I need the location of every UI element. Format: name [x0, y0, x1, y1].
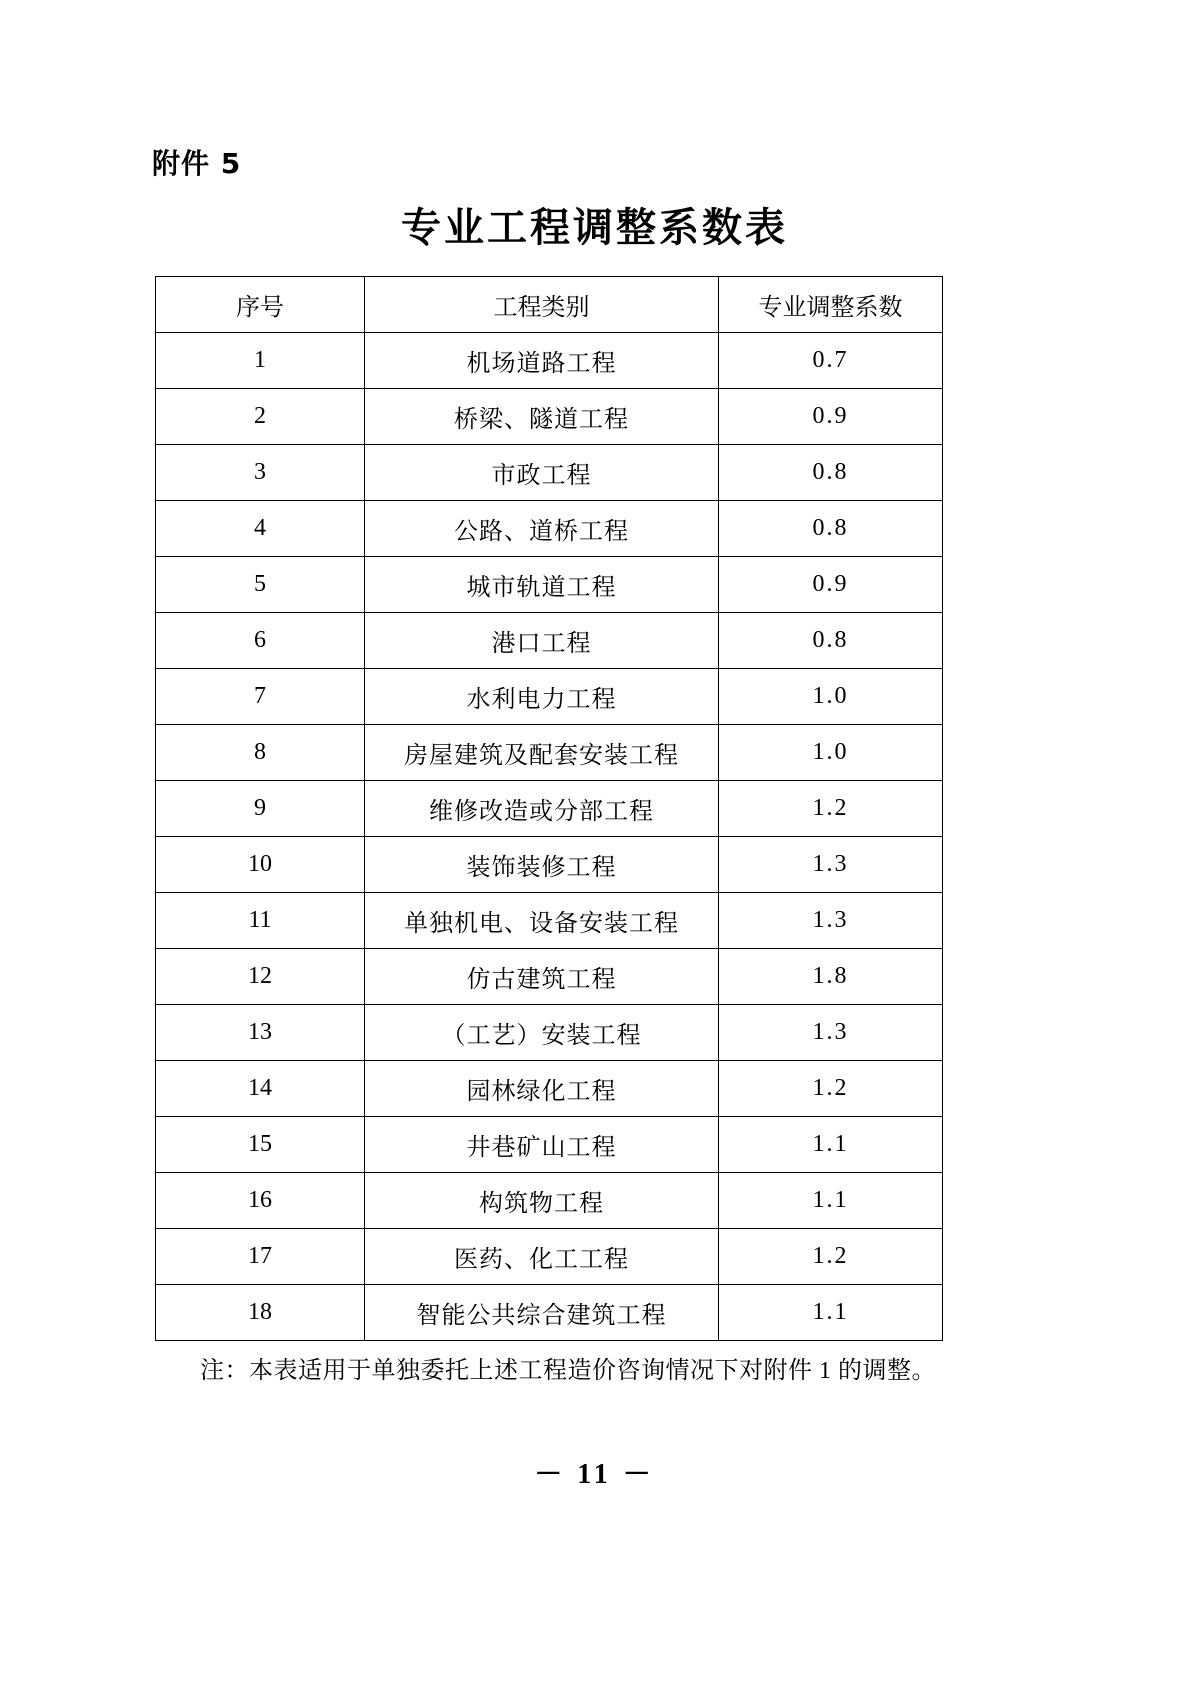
column-header-coefficient: 专业调整系数 — [719, 277, 943, 333]
cell-coefficient: 1.3 — [719, 1005, 943, 1061]
cell-coefficient: 0.8 — [719, 445, 943, 501]
table-row — [156, 1061, 943, 1117]
cell-category: 房屋建筑及配套安装工程 — [365, 725, 719, 781]
table-header — [156, 277, 943, 333]
cell-category: 构筑物工程 — [365, 1173, 719, 1229]
cell-no: 16 — [156, 1173, 365, 1229]
cell-no: 15 — [156, 1117, 365, 1173]
cell-no: 8 — [156, 725, 365, 781]
cell-category: 桥梁、隧道工程 — [365, 389, 719, 445]
cell-category: 维修改造或分部工程 — [365, 781, 719, 837]
table-body — [156, 333, 943, 1341]
table-row — [156, 1285, 943, 1341]
table-row — [156, 557, 943, 613]
cell-coefficient: 1.3 — [719, 837, 943, 893]
table-row — [156, 445, 943, 501]
table-row — [156, 1173, 943, 1229]
cell-no: 14 — [156, 1061, 365, 1117]
cell-coefficient: 1.2 — [719, 1061, 943, 1117]
table-row — [156, 893, 943, 949]
table-row — [156, 501, 943, 557]
cell-category: 市政工程 — [365, 445, 719, 501]
cell-no: 1 — [156, 333, 365, 389]
column-header-no: 序号 — [156, 277, 365, 333]
cell-category: 单独机电、设备安装工程 — [365, 893, 719, 949]
cell-no: 6 — [156, 613, 365, 669]
cell-no: 4 — [156, 501, 365, 557]
cell-coefficient: 1.0 — [719, 725, 943, 781]
cell-coefficient: 1.3 — [719, 893, 943, 949]
table-row — [156, 1117, 943, 1173]
cell-coefficient: 0.9 — [719, 389, 943, 445]
cell-category: 港口工程 — [365, 613, 719, 669]
coefficient-table — [155, 276, 943, 1341]
column-header-category: 工程类别 — [365, 277, 719, 333]
table-row — [156, 1005, 943, 1061]
cell-category: 机场道路工程 — [365, 333, 719, 389]
cell-coefficient: 1.1 — [719, 1117, 943, 1173]
cell-category: 装饰装修工程 — [365, 837, 719, 893]
cell-no: 7 — [156, 669, 365, 725]
table-row — [156, 669, 943, 725]
table-row — [156, 781, 943, 837]
table-row — [156, 389, 943, 445]
cell-no: 12 — [156, 949, 365, 1005]
cell-category: 水利电力工程 — [365, 669, 719, 725]
cell-coefficient: 1.2 — [719, 781, 943, 837]
cell-no: 17 — [156, 1229, 365, 1285]
attachment-label: 附件 5 — [152, 147, 242, 180]
cell-no: 2 — [156, 389, 365, 445]
page-number: － 11 － — [534, 1459, 655, 1490]
cell-coefficient: 1.8 — [719, 949, 943, 1005]
cell-no: 5 — [156, 557, 365, 613]
cell-coefficient: 0.8 — [719, 613, 943, 669]
cell-coefficient: 0.9 — [719, 557, 943, 613]
cell-no: 18 — [156, 1285, 365, 1341]
cell-coefficient: 0.7 — [719, 333, 943, 389]
cell-coefficient: 1.0 — [719, 669, 943, 725]
cell-coefficient: 1.1 — [719, 1173, 943, 1229]
cell-no: 3 — [156, 445, 365, 501]
cell-no: 11 — [156, 893, 365, 949]
cell-no: 13 — [156, 1005, 365, 1061]
cell-category: 仿古建筑工程 — [365, 949, 719, 1005]
table-header-row — [156, 277, 943, 333]
cell-category: 城市轨道工程 — [365, 557, 719, 613]
cell-category: 智能公共综合建筑工程 — [365, 1285, 719, 1341]
cell-no: 9 — [156, 781, 365, 837]
table-row — [156, 613, 943, 669]
page-title: 专业工程调整系数表 — [401, 205, 788, 251]
cell-category: 医药、化工工程 — [365, 1229, 719, 1285]
cell-category: 井巷矿山工程 — [365, 1117, 719, 1173]
table-row — [156, 1229, 943, 1285]
table-row — [156, 725, 943, 781]
cell-coefficient: 1.2 — [719, 1229, 943, 1285]
table-note: 注：本表适用于单独委托上述工程造价咨询情况下对附件 1 的调整。 — [200, 1358, 936, 1384]
table-row — [156, 949, 943, 1005]
table-row — [156, 333, 943, 389]
cell-category: 公路、道桥工程 — [365, 501, 719, 557]
cell-category: （工艺）安装工程 — [365, 1005, 719, 1061]
table-row — [156, 837, 943, 893]
cell-coefficient: 0.8 — [719, 501, 943, 557]
cell-coefficient: 1.1 — [719, 1285, 943, 1341]
cell-category: 园林绿化工程 — [365, 1061, 719, 1117]
cell-no: 10 — [156, 837, 365, 893]
